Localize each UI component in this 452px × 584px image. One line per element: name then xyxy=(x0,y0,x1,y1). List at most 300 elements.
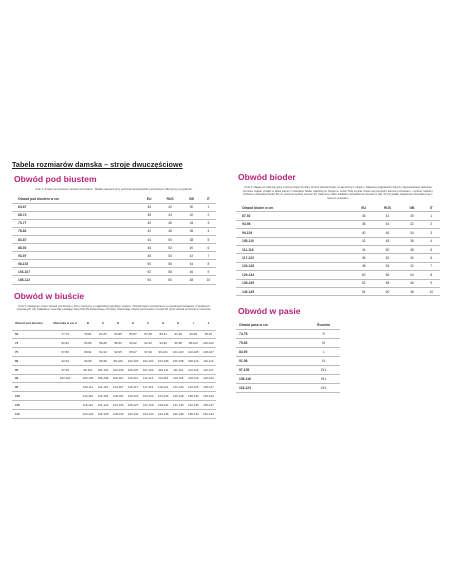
bust-column-header: J xyxy=(201,316,216,331)
table-cell: 95-97 xyxy=(126,348,141,357)
table-cell: 46 xyxy=(158,219,182,227)
table-cell: 113-115 xyxy=(186,365,201,374)
underbust-note: Krok 1: Zmierz centymetrem obwód pod biustem. Tasiłka zapinana przy poziomie bezpośrednio pod biustem. Mierzymy na wydechu. xyxy=(35,188,193,191)
table-cell: 48 xyxy=(140,252,158,260)
table-cell: 84-90 xyxy=(236,348,307,357)
table-cell: 105-110 xyxy=(236,237,354,245)
bust-column-header: H xyxy=(171,316,186,331)
table-row xyxy=(12,260,216,268)
table-cell: 85-87 xyxy=(126,330,141,339)
table-cell: 86-88 xyxy=(95,339,110,348)
underbust-column-header: GB xyxy=(182,196,201,204)
table-cell: 44 xyxy=(158,211,182,219)
table-cell: 103-105 xyxy=(111,365,126,374)
table-cell: 108-110 xyxy=(111,374,126,383)
table-cell: 7 xyxy=(423,262,440,270)
table-cell: 36 xyxy=(140,203,158,211)
table-cell: 103-107 xyxy=(12,268,140,276)
table-cell: 58 xyxy=(374,279,402,287)
table-cell: 97-99 xyxy=(50,365,80,374)
table-row xyxy=(236,287,440,295)
table-cell: 102-104 xyxy=(141,356,156,365)
table-cell: 68-72 xyxy=(12,211,140,219)
table-cell: 38 xyxy=(401,245,422,253)
table-cell: 115-117 xyxy=(126,383,141,392)
table-cell: 1 xyxy=(201,203,216,211)
table-cell: 92-94 xyxy=(141,339,156,348)
table-row xyxy=(12,268,216,276)
table-cell: 87-92 xyxy=(236,212,354,220)
table-cell: 91-96 xyxy=(236,357,307,366)
table-cell: 2 xyxy=(201,211,216,219)
right-column xyxy=(236,160,440,393)
table-cell: 95 xyxy=(12,383,50,392)
table-cell: 96-98 xyxy=(171,339,186,348)
table-cell: 54 xyxy=(374,262,402,270)
table-row xyxy=(236,348,340,357)
table-cell: 88-90 xyxy=(111,339,126,348)
table-cell: 42 xyxy=(158,203,182,211)
table-cell: 121-123 xyxy=(95,400,110,409)
table-cell: 100 xyxy=(12,392,50,401)
table-cell: 48 xyxy=(401,287,422,295)
table-row xyxy=(12,409,216,418)
table-cell: 131-133 xyxy=(171,400,186,409)
table-cell: 100-102 xyxy=(126,356,141,365)
table-row xyxy=(236,245,440,253)
waist-heading: Obwód w pasie xyxy=(238,306,301,317)
table-cell: 110 xyxy=(12,409,50,418)
table-cell: 44 xyxy=(182,260,201,268)
table-row xyxy=(12,276,216,284)
table-cell xyxy=(50,400,80,409)
table-cell: 90-92 xyxy=(126,339,141,348)
hips-column-header: Obwód bioder w cm xyxy=(236,204,354,212)
table-cell: 123-128 xyxy=(236,262,354,270)
table-cell: L xyxy=(307,348,340,357)
table-cell: 36 xyxy=(401,237,422,245)
table-cell: 122-124 xyxy=(141,392,156,401)
table-cell: 112-114 xyxy=(141,374,156,383)
bust-table xyxy=(12,316,216,419)
table-cell: 82-84 xyxy=(50,339,80,348)
underbust-column-header: EU xyxy=(140,196,158,204)
table-cell: 98-102 xyxy=(12,260,140,268)
table-cell: 80 xyxy=(12,356,50,365)
table-cell: 78-82 xyxy=(12,227,140,235)
table-cell: 126-128 xyxy=(95,409,110,418)
table-cell: 81-83 xyxy=(95,330,110,339)
table-cell: 2XL xyxy=(307,366,340,375)
underbust-heading: Obwód pod biustem xyxy=(14,174,97,184)
table-cell: 48 xyxy=(354,262,374,270)
table-cell: 100-102 xyxy=(201,339,216,348)
table-cell: 44 xyxy=(140,235,158,243)
table-cell: 140-142 xyxy=(201,409,216,418)
left-column xyxy=(12,160,216,419)
table-cell: 92-94 xyxy=(50,356,80,365)
table-cell: 111-113 xyxy=(171,365,186,374)
table-cell: 123-125 xyxy=(186,383,201,392)
table-cell: 6 xyxy=(201,244,216,252)
table-cell: 7 xyxy=(201,252,216,260)
bust-note: Krok 2: Następnie zmierz obwód pod biustem, który mierzymy w najbardziej wypukłym miejscu. Obwód biustu wyznaczamy na wysokości brodawek. Z podanych rozpisanych cyfr zakładamy miseczkę ustalając literę D/E dla konkretnego rozmiaru. Wybierając obwód pod biustem rozmiar 60 przez obwód w biuście w miseczce. xyxy=(16,304,212,312)
table-row xyxy=(236,237,440,245)
table-cell: 79-81 xyxy=(80,330,95,339)
table-cell: 79-83 xyxy=(236,339,307,348)
table-cell: 42 xyxy=(354,237,374,245)
table-cell: 5 xyxy=(423,245,440,253)
table-cell: 38 xyxy=(182,235,201,243)
table-cell: 60 xyxy=(374,287,402,295)
table-row xyxy=(236,357,340,366)
table-cell: 3XL xyxy=(307,375,340,384)
table-cell: 136-138 xyxy=(171,409,186,418)
table-cell: 87-89 xyxy=(141,330,156,339)
table-cell: 88-92 xyxy=(12,244,140,252)
table-cell: 108-112 xyxy=(12,276,140,284)
table-cell: 106-108 xyxy=(171,356,186,365)
table-row xyxy=(12,244,216,252)
table-cell: 93-95 xyxy=(186,330,201,339)
table-cell: 1 xyxy=(423,212,440,220)
bust-column-header: I xyxy=(186,316,201,331)
table-cell: 30 xyxy=(182,203,201,211)
table-row xyxy=(12,383,216,392)
table-cell: 50 xyxy=(140,260,158,268)
table-cell: 99-104 xyxy=(236,229,354,237)
waist-header-row xyxy=(236,320,340,330)
table-cell: 34 xyxy=(182,219,201,227)
hips-note: Krok 3: Mając już wybrany górę można przejść do dołu. Zmierz obwód bioder w najszerszym miejscu. Najwięcej wątpliwości dotyczy odpowiedniego dobrania rozmiaru majtek. Znajdź w tabeli wiersz z obwodem bioder najbliższym Twojemu. Jeżeli Twój wymiar mieści się pomiędzy dwoma rozmiarami – wybierz większy. Kobieta o obwodzie bioder 96 cm powinna wybrać rozmiar 40. Zalecamy także dokładne sprawdzenie obwodu w talii. W przypadku wątpliwości skontaktuj się z naszym zespołem. xyxy=(242,186,434,200)
table-cell: 46 xyxy=(401,279,422,287)
table-cell: 40 xyxy=(354,229,374,237)
table-cell: 42 xyxy=(374,212,402,220)
table-row xyxy=(12,203,216,211)
table-cell: 52 xyxy=(140,268,158,276)
table-cell: 109-111 xyxy=(80,383,95,392)
table-cell: 114-116 xyxy=(156,374,171,383)
hips-header-row xyxy=(236,204,440,212)
table-cell: 70 xyxy=(12,339,50,348)
table-cell: 140-145 xyxy=(236,287,354,295)
hips-column-header: GB xyxy=(401,204,422,212)
bust-column-header: C xyxy=(95,316,110,331)
table-cell: 125-127 xyxy=(126,400,141,409)
table-cell: 34 xyxy=(401,229,422,237)
table-cell: 119-121 xyxy=(156,383,171,392)
hips-column-header: EU xyxy=(354,204,374,212)
table-row xyxy=(236,384,340,393)
table-cell: 38 xyxy=(140,211,158,219)
table-cell: 94-96 xyxy=(80,356,95,365)
table-cell: 118-120 xyxy=(186,374,201,383)
table-cell: 93-97 xyxy=(12,252,140,260)
hips-column-header: IT xyxy=(423,204,440,212)
table-cell: 135-137 xyxy=(201,400,216,409)
table-cell: 42 xyxy=(140,227,158,235)
table-row xyxy=(12,235,216,243)
table-cell: 103-105 xyxy=(186,348,201,357)
table-cell: 111-116 xyxy=(236,245,354,253)
bust-column-header: B xyxy=(80,316,95,331)
table-row xyxy=(12,219,216,227)
table-cell: 32 xyxy=(182,211,201,219)
table-cell: 10 xyxy=(423,287,440,295)
table-cell: 87-89 xyxy=(50,348,80,357)
table-cell: 46 xyxy=(140,244,158,252)
table-cell: 132-134 xyxy=(141,409,156,418)
table-cell: 44 xyxy=(374,220,402,228)
table-cell: 74-78 xyxy=(236,330,307,339)
table-cell: 104-106 xyxy=(80,374,95,383)
table-cell: 110-112 xyxy=(126,374,141,383)
table-cell: 98-100 xyxy=(186,339,201,348)
table-cell: M xyxy=(307,339,340,348)
table-cell: 133-135 xyxy=(186,400,201,409)
table-row xyxy=(12,252,216,260)
table-cell: 73-77 xyxy=(12,219,140,227)
table-cell: 101-103 xyxy=(95,365,110,374)
table-row xyxy=(236,254,440,262)
hips-table xyxy=(236,204,440,296)
table-cell: 138-140 xyxy=(186,409,201,418)
table-cell: 105-107 xyxy=(126,365,141,374)
table-cell: 52 xyxy=(158,244,182,252)
table-cell: 91-93 xyxy=(95,348,110,357)
waist-column-header: Rozmiar xyxy=(307,320,340,330)
table-cell: 130-132 xyxy=(126,409,141,418)
table-cell: 110-112 xyxy=(201,356,216,365)
bust-header-row xyxy=(12,316,216,331)
table-cell: 9 xyxy=(201,268,216,276)
bust-heading: Obwód w biuście xyxy=(14,290,85,301)
table-cell xyxy=(50,392,80,401)
table-cell xyxy=(50,409,80,418)
table-cell: 94-96 xyxy=(156,339,171,348)
table-cell: 99-101 xyxy=(156,348,171,357)
bust-column-header: E xyxy=(126,316,141,331)
table-cell: 4 xyxy=(201,227,216,235)
table-cell: 5 xyxy=(201,235,216,243)
table-cell: 46 xyxy=(182,268,201,276)
table-row xyxy=(12,356,216,365)
waist-column-header: Obwód pasa w cm xyxy=(236,320,307,330)
table-cell: 50 xyxy=(354,271,374,279)
underbust-header-row xyxy=(12,196,216,204)
table-cell: 38 xyxy=(354,220,374,228)
bust-column-header: D xyxy=(111,316,126,331)
table-row xyxy=(236,220,440,228)
table-cell: 4 xyxy=(423,237,440,245)
waist-table xyxy=(236,320,340,393)
table-cell: 46 xyxy=(354,254,374,262)
table-row xyxy=(236,339,340,348)
table-cell: 125-127 xyxy=(201,383,216,392)
table-cell: 134-136 xyxy=(156,409,171,418)
hips-heading: Obwód bioder xyxy=(238,172,296,182)
underbust-column-header: RUS xyxy=(158,196,182,204)
table-cell: 91-93 xyxy=(171,330,186,339)
table-cell: 96-98 xyxy=(95,356,110,365)
table-cell: S xyxy=(307,330,340,339)
table-cell: 101-103 xyxy=(171,348,186,357)
bust-column-header: G xyxy=(156,316,171,331)
table-cell: 3 xyxy=(423,229,440,237)
table-cell: 124-126 xyxy=(80,409,95,418)
table-cell: 127-129 xyxy=(141,400,156,409)
table-row xyxy=(12,348,216,357)
table-cell: 114-116 xyxy=(80,392,95,401)
page-title: Tabela rozmiarów damska – stroje dwuczęściowe xyxy=(12,160,183,169)
table-cell: 115-117 xyxy=(201,365,216,374)
table-row xyxy=(12,400,216,409)
table-cell: 95-97 xyxy=(201,330,216,339)
table-cell: 44 xyxy=(401,271,422,279)
table-cell: 119-121 xyxy=(80,400,95,409)
table-cell: 8 xyxy=(423,271,440,279)
table-cell: 54 xyxy=(158,252,182,260)
table-row xyxy=(236,366,340,375)
table-cell: 58 xyxy=(158,268,182,276)
table-cell: 123-125 xyxy=(111,400,126,409)
table-cell: 40 xyxy=(182,244,201,252)
underbust-column-header: IT xyxy=(201,196,216,204)
table-cell: 106-116 xyxy=(236,375,307,384)
table-cell: 128-130 xyxy=(186,392,201,401)
table-cell: 9 xyxy=(423,279,440,287)
table-cell: 135-139 xyxy=(236,279,354,287)
table-cell: 129-131 xyxy=(156,400,171,409)
table-cell: 118-120 xyxy=(111,392,126,401)
table-cell: 109-111 xyxy=(156,365,171,374)
table-cell: 102-104 xyxy=(50,374,80,383)
table-cell: 89-91 xyxy=(80,348,95,357)
table-cell: XL xyxy=(307,357,340,366)
table-row xyxy=(236,279,440,287)
table-row xyxy=(12,211,216,219)
table-cell: 129-134 xyxy=(236,271,354,279)
table-cell: 107-109 xyxy=(141,365,156,374)
hips-column-header: RUS xyxy=(374,204,402,212)
bust-column-header: Obwód pod biustem xyxy=(12,316,50,331)
table-cell: 120-122 xyxy=(126,392,141,401)
table-cell: 42 xyxy=(401,262,422,270)
table-cell: 85 xyxy=(12,365,50,374)
table-cell: 54 xyxy=(354,287,374,295)
table-cell: 116-124 xyxy=(236,384,307,393)
table-cell: 52 xyxy=(374,254,402,262)
table-cell: 116-118 xyxy=(95,392,110,401)
table-cell: 48 xyxy=(158,227,182,235)
table-cell: 50 xyxy=(158,235,182,243)
table-cell: 108-110 xyxy=(186,356,201,365)
table-row xyxy=(236,229,440,237)
table-cell: 56 xyxy=(158,260,182,268)
table-cell: 65 xyxy=(12,330,50,339)
table-cell: 10 xyxy=(201,276,216,284)
table-cell: 120-122 xyxy=(201,374,216,383)
table-cell: 105-107 xyxy=(201,348,216,357)
table-cell: 83-85 xyxy=(111,330,126,339)
table-cell: 30 xyxy=(401,212,422,220)
table-cell: 93-98 xyxy=(236,220,354,228)
table-cell: 98-100 xyxy=(111,356,126,365)
table-cell: 4XL xyxy=(307,384,340,393)
table-cell: 77-79 xyxy=(50,330,80,339)
table-cell: 104-106 xyxy=(156,356,171,365)
table-cell: 130-132 xyxy=(201,392,216,401)
table-row xyxy=(12,374,216,383)
table-cell: 105 xyxy=(12,400,50,409)
table-cell: 121-123 xyxy=(171,383,186,392)
table-row xyxy=(12,365,216,374)
table-cell: 40 xyxy=(140,219,158,227)
table-cell xyxy=(50,383,80,392)
table-cell: 113-115 xyxy=(111,383,126,392)
table-cell: 36 xyxy=(182,227,201,235)
table-cell: 48 xyxy=(182,276,201,284)
table-cell: 63-67 xyxy=(12,203,140,211)
table-cell: 117-122 xyxy=(236,254,354,262)
table-cell: 83-87 xyxy=(12,235,140,243)
table-cell: 56 xyxy=(374,271,402,279)
table-cell: 48 xyxy=(374,237,402,245)
table-cell: 90 xyxy=(12,374,50,383)
table-cell: 124-126 xyxy=(156,392,171,401)
underbust-column-header: Obwód pod biustem w cm xyxy=(12,196,140,204)
table-cell: 97-105 xyxy=(236,366,307,375)
table-cell: 99-101 xyxy=(80,365,95,374)
table-cell: 6 xyxy=(423,254,440,262)
table-cell: 3 xyxy=(201,219,216,227)
table-cell: 44 xyxy=(354,245,374,253)
table-cell: 2 xyxy=(423,220,440,228)
table-cell: 106-108 xyxy=(95,374,110,383)
table-row xyxy=(236,271,440,279)
table-cell: 8 xyxy=(201,260,216,268)
table-cell: 54 xyxy=(140,276,158,284)
table-cell: 93-95 xyxy=(111,348,126,357)
table-cell: 46 xyxy=(374,229,402,237)
underbust-table xyxy=(12,196,216,285)
table-cell: 128-130 xyxy=(111,409,126,418)
table-cell: 84-86 xyxy=(80,339,95,348)
table-cell: 75 xyxy=(12,348,50,357)
table-cell: 97-99 xyxy=(141,348,156,357)
table-row xyxy=(236,212,440,220)
table-row xyxy=(236,375,340,384)
table-cell: 89-91 xyxy=(156,330,171,339)
table-row xyxy=(236,330,340,339)
table-row xyxy=(12,330,216,339)
table-cell: 52 xyxy=(354,279,374,287)
bust-column-header: Miseczka w cm A xyxy=(50,316,80,331)
table-cell: 32 xyxy=(401,220,422,228)
table-cell: 36 xyxy=(354,212,374,220)
table-cell: 126-128 xyxy=(171,392,186,401)
table-cell: 40 xyxy=(401,254,422,262)
table-cell: 117-119 xyxy=(141,383,156,392)
table-cell: 60 xyxy=(158,276,182,284)
table-cell: 116-118 xyxy=(171,374,186,383)
table-cell: 50 xyxy=(374,245,402,253)
bust-column-header: F xyxy=(141,316,156,331)
table-row xyxy=(12,392,216,401)
table-row xyxy=(12,227,216,235)
table-row xyxy=(236,262,440,270)
table-row xyxy=(12,339,216,348)
